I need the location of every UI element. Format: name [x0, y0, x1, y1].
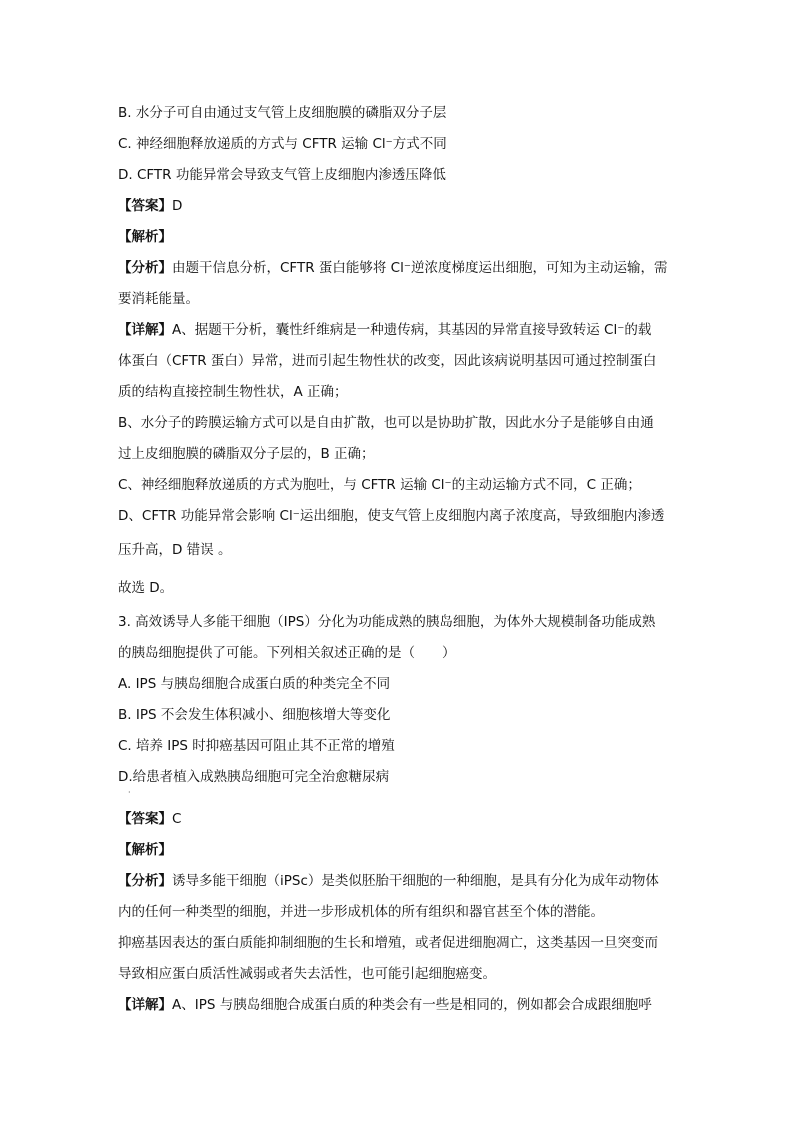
- xiangjie-d-text: D、CFTR 功能异常会影响 Cl⁻运出细胞，使支气管上皮细胞内离子浓度高，导致细胞内渗透: [118, 508, 665, 524]
- xiangjie-text: A、据题干分析，囊性纤维病是一种遗传病，其基因的异常直接导致转运 Cl⁻的载: [172, 322, 652, 338]
- xiangjie-text-cont: 质的结构直接控制生物性状，A 正确；: [118, 384, 348, 400]
- xiangjie-paragraph: [118, 320, 688, 340]
- option-c-text: C. 神经细胞释放递质的方式与 CFTR 运输 Cl⁻方式不同: [118, 136, 447, 152]
- q3-option-d: D.给患者植入成熟胰岛细胞可完全治愈糖尿病: [118, 769, 390, 785]
- conclusion-text: 故选 D。: [118, 580, 174, 596]
- q3-option-b: B. IPS 不会发生体积减小、细胞核增大等变化: [118, 707, 391, 723]
- fenxi-tag: 【分析】: [118, 260, 172, 276]
- answer-tag: 【答案】: [118, 198, 172, 214]
- q3-fenxi-paragraph: [118, 871, 688, 891]
- q3-xiangjie-paragraph: [118, 995, 688, 1015]
- q3-fenxi-text-cont: 内的任何一种类型的细胞，并进一步形成机体的所有组织和器官甚至个体的潜能。: [118, 904, 604, 920]
- q3-answer-line: [118, 809, 688, 829]
- xiangjie-d-text-cont: 压升高，D 错误 。: [118, 542, 232, 558]
- answer-value: C: [172, 811, 182, 827]
- fenxi-text-cont: 要消耗能量。: [118, 291, 199, 307]
- question-3-stem: 3. 高效诱导人多能干细胞（IPS）分化为功能成熟的胰岛细胞，为体外大规模制备功能成熟: [118, 614, 656, 630]
- xiangjie-tag: 【详解】: [118, 322, 172, 338]
- analysis-tag: 【解析】: [118, 229, 172, 245]
- q3-fenxi-text-cont: 抑癌基因表达的蛋白质能抑制细胞的生长和增殖，或者促进细胞凋亡，这类基因一旦突变而: [118, 935, 658, 951]
- xiangjie-b-text: B、水分子的跨膜运输方式可以是自由扩散，也可以是协助扩散，因此水分子是能够自由通: [118, 415, 654, 431]
- q3-analysis-tag: 【解析】: [118, 842, 172, 858]
- xiangjie-tag: 【详解】: [118, 997, 172, 1013]
- xiangjie-text-cont: 体蛋白（CFTR 蛋白）异常，进而引起生物性状的改变，因此该病说明基因可通过控制蛋白: [118, 353, 657, 369]
- fenxi-text: 诱导多能干细胞（iPSc）是类似胚胎干细胞的一种细胞，是具有分化为成年动物体: [172, 873, 659, 889]
- question-3-stem-cont: 的胰岛细胞提供了可能。下列相关叙述正确的是（ ）: [118, 645, 456, 661]
- q3-option-a: A. IPS 与胰岛细胞合成蛋白质的种类完全不同: [118, 676, 391, 692]
- q3-fenxi-text-cont: 导致相应蛋白质活性减弱或者失去活性，也可能引起细胞癌变。: [118, 966, 496, 982]
- xiangjie-text: A、IPS 与胰岛细胞合成蛋白质的种类会有一些是相同的，例如都会合成跟细胞呼: [172, 997, 652, 1013]
- answer-tag: 【答案】: [118, 811, 172, 827]
- answer-line: [118, 196, 688, 216]
- fenxi-tag: 【分析】: [118, 873, 172, 889]
- answer-value: D: [172, 198, 183, 214]
- xiangjie-b-text-cont: 过上皮细胞膜的磷脂双分子层的，B 正确；: [118, 446, 375, 462]
- xiangjie-c-text: C、神经细胞释放递质的方式为胞吐，与 CFTR 运输 Cl⁻的主动运输方式不同，C 正确；: [118, 477, 641, 493]
- stray-mark: ·: [128, 788, 131, 797]
- option-b-text: B. 水分子可自由通过支气管上皮细胞膜的磷脂双分子层: [118, 105, 447, 121]
- option-d-text: D. CFTR 功能异常会导致支气管上皮细胞内渗透压降低: [118, 167, 446, 183]
- fenxi-paragraph: [118, 258, 688, 278]
- q3-option-c: C. 培养 IPS 时抑癌基因可阻止其不正常的增殖: [118, 738, 395, 754]
- fenxi-text: 由题干信息分析，CFTR 蛋白能够将 Cl⁻逆浓度梯度运出细胞，可知为主动运输，需: [172, 260, 668, 276]
